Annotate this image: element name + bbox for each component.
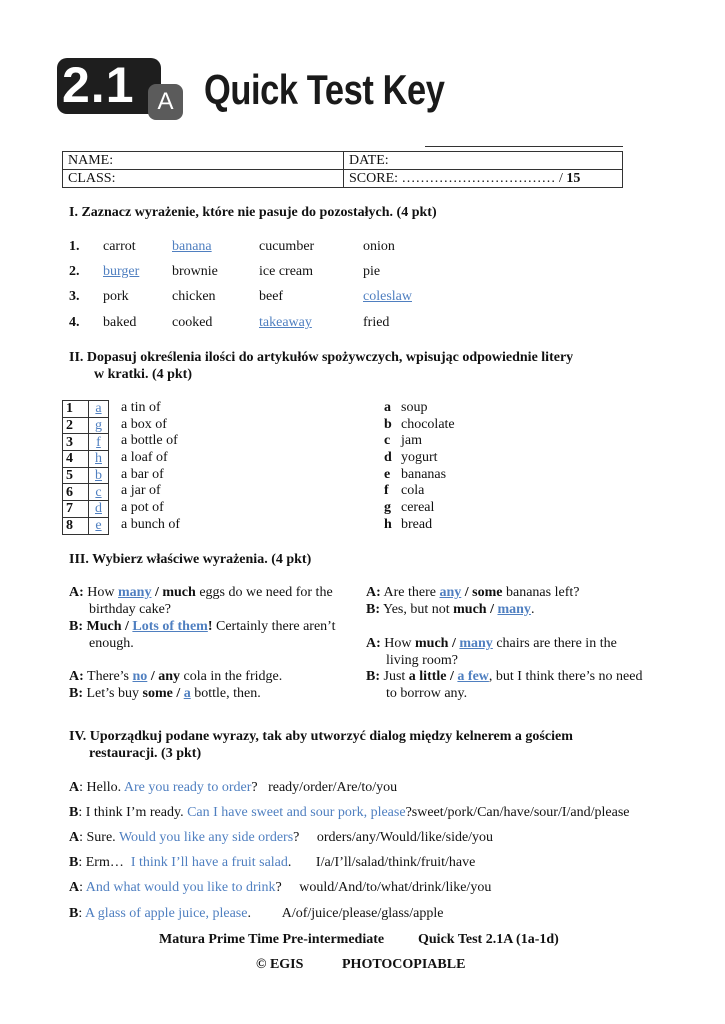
s1-row-2-word-4: pie bbox=[363, 264, 381, 279]
s1-row-4-num: 4. bbox=[69, 315, 80, 330]
food-letter: g bbox=[384, 500, 391, 515]
food-letter: e bbox=[384, 467, 391, 482]
quantity-phrase: a jar of bbox=[121, 483, 161, 498]
waiter-dialogue-line-6: B: A glass of apple juice, please. A/of/juice/please/glass/apple bbox=[69, 906, 444, 921]
s1-row-3-word-2: chicken bbox=[172, 289, 216, 304]
food-word: bread bbox=[401, 517, 433, 532]
grid-answer: e bbox=[89, 517, 109, 534]
section-3-title: III. Wybierz właściwe wyrażenia. (4 pkt) bbox=[69, 552, 312, 567]
food-word: chocolate bbox=[401, 417, 455, 432]
waiter-dialogue-line-3: A: Sure. Would you like any side orders? orders/any/Would/like/side/you bbox=[69, 830, 494, 845]
class-field: CLASS: bbox=[63, 170, 344, 188]
grid-num: 2 bbox=[63, 417, 89, 434]
s1-row-3-word-4: coleslaw bbox=[363, 289, 412, 304]
quantity-phrase: a box of bbox=[121, 417, 167, 432]
s1-row-2-num: 2. bbox=[69, 264, 80, 279]
grid-answer: g bbox=[89, 417, 109, 434]
grid-answer: d bbox=[89, 501, 109, 518]
food-letter: a bbox=[384, 400, 391, 415]
s1-row-3-word-3: beef bbox=[259, 289, 284, 304]
food-letter: c bbox=[384, 433, 391, 448]
waiter-dialogue-line-4: B: Erm… I think I’ll have a fruit salad. I/a/I’ll/salad/think/fruit/have bbox=[69, 855, 476, 870]
grid-num: 3 bbox=[63, 434, 89, 451]
quantity-phrase: a loaf of bbox=[121, 450, 168, 465]
s1-row-4-word-4: fried bbox=[363, 315, 390, 330]
s1-row-4-word-1: baked bbox=[103, 315, 137, 330]
dialogue-2-line-b: B: Let’s buy some / a bottle, then. bbox=[69, 686, 261, 701]
matching-answer-grid bbox=[62, 400, 109, 535]
s1-row-4-word-3: takeaway bbox=[259, 315, 312, 330]
grid-answer: f bbox=[89, 434, 109, 451]
section-4-title-line-2: restauracji. (3 pkt) bbox=[89, 746, 202, 761]
footer-copyright: © EGIS bbox=[256, 957, 304, 972]
quantity-phrase: a tin of bbox=[121, 400, 161, 415]
food-word: bananas bbox=[401, 467, 447, 482]
student-info-table bbox=[62, 151, 623, 188]
food-word: cereal bbox=[401, 500, 435, 515]
quantity-phrase: a bar of bbox=[121, 467, 164, 482]
grid-num: 7 bbox=[63, 501, 89, 518]
grid-num: 5 bbox=[63, 467, 89, 484]
name-field: NAME: bbox=[63, 152, 344, 170]
food-word: cola bbox=[401, 483, 425, 498]
dialogue-4-line-b-cont: to borrow any. bbox=[386, 686, 468, 701]
dialogue-1-line-b-cont: enough. bbox=[89, 636, 134, 651]
s1-row-1-word-2: banana bbox=[172, 239, 212, 254]
s1-row-1-word-1: carrot bbox=[103, 239, 136, 254]
dialogue-2-line-a: A: There’s no / any cola in the fridge. bbox=[69, 669, 283, 684]
quantity-phrase: a bottle of bbox=[121, 433, 178, 448]
s1-row-1-num: 1. bbox=[69, 239, 80, 254]
footer-course-name: Matura Prime Time Pre-intermediate bbox=[159, 932, 385, 947]
footer-test-code: Quick Test 2.1A (1a-1d) bbox=[418, 932, 559, 947]
s1-row-3-word-1: pork bbox=[103, 289, 129, 304]
footer-photocopiable: PHOTOCOPIABLE bbox=[342, 957, 466, 972]
food-letter: f bbox=[384, 483, 389, 498]
test-number: 2.1 bbox=[62, 57, 135, 113]
s1-row-4-word-2: cooked bbox=[172, 315, 213, 330]
info-top-line bbox=[425, 146, 623, 147]
food-word: yogurt bbox=[401, 450, 438, 465]
dialogue-1-line-a: A: How many / much eggs do we need for the bbox=[69, 585, 333, 600]
dialogue-1-line-b: B: Much / Lots of them! Certainly there aren’t bbox=[69, 619, 336, 634]
dialogue-3-line-b: B: Yes, but not much / many. bbox=[366, 602, 535, 617]
grid-num: 6 bbox=[63, 484, 89, 501]
food-letter: h bbox=[384, 517, 392, 532]
grid-answer: b bbox=[89, 467, 109, 484]
grid-answer: a bbox=[89, 401, 109, 418]
waiter-dialogue-line-1: A: Hello. Are you ready to order? ready/order/Are/to/you bbox=[69, 780, 398, 795]
food-word: jam bbox=[401, 433, 422, 448]
s1-row-2-word-2: brownie bbox=[172, 264, 218, 279]
grid-num: 8 bbox=[63, 517, 89, 534]
s1-row-2-word-1: burger bbox=[103, 264, 140, 279]
grid-answer: c bbox=[89, 484, 109, 501]
s1-row-1-word-4: onion bbox=[363, 239, 395, 254]
dialogue-1-line-a-cont: birthday cake? bbox=[89, 602, 172, 617]
quantity-phrase: a bunch of bbox=[121, 517, 181, 532]
test-version-letter: A bbox=[148, 84, 183, 120]
grid-num: 4 bbox=[63, 451, 89, 468]
s1-row-1-word-3: cucumber bbox=[259, 239, 315, 254]
food-word: soup bbox=[401, 400, 428, 415]
section-1-title: I. Zaznacz wyrażenie, które nie pasuje do pozostałych. (4 pkt) bbox=[69, 205, 437, 220]
quantity-phrase: a pot of bbox=[121, 500, 164, 515]
date-field: DATE: bbox=[344, 152, 623, 170]
grid-answer: h bbox=[89, 451, 109, 468]
section-4-title-line-1: IV. Uporządkuj podane wyrazy, tak aby utworzyć dialog między kelnerem a gościem bbox=[69, 729, 573, 744]
dialogue-3-line-a: A: Are there any / some bananas left? bbox=[366, 585, 580, 600]
dialogue-4-line-a: A: How much / many chairs are there in the bbox=[366, 636, 617, 651]
section-2-title-line-1: II. Dopasuj określenia ilości do artykułów spożywczych, wpisując odpowiednie litery bbox=[69, 350, 574, 365]
waiter-dialogue-line-2: B: I think I’m ready. Can I have sweet and sour pork, please?sweet/pork/Can/have/sour/I/and/please bbox=[69, 805, 630, 820]
score-field: SCORE: …………………………… / 15 bbox=[344, 170, 623, 188]
food-letter: b bbox=[384, 417, 392, 432]
dialogue-4-line-b: B: Just a little / a few, but I think there’s no need bbox=[366, 669, 643, 684]
grid-num: 1 bbox=[63, 401, 89, 418]
waiter-dialogue-line-5: A: And what would you like to drink? would/And/to/what/drink/like/you bbox=[69, 880, 492, 895]
section-2-title-line-2: w kratki. (4 pkt) bbox=[94, 367, 193, 382]
s1-row-3-num: 3. bbox=[69, 289, 80, 304]
page-title: Quick Test Key bbox=[204, 66, 445, 113]
food-letter: d bbox=[384, 450, 392, 465]
s1-row-2-word-3: ice cream bbox=[259, 264, 314, 279]
dialogue-4-line-a-cont: living room? bbox=[386, 653, 458, 668]
